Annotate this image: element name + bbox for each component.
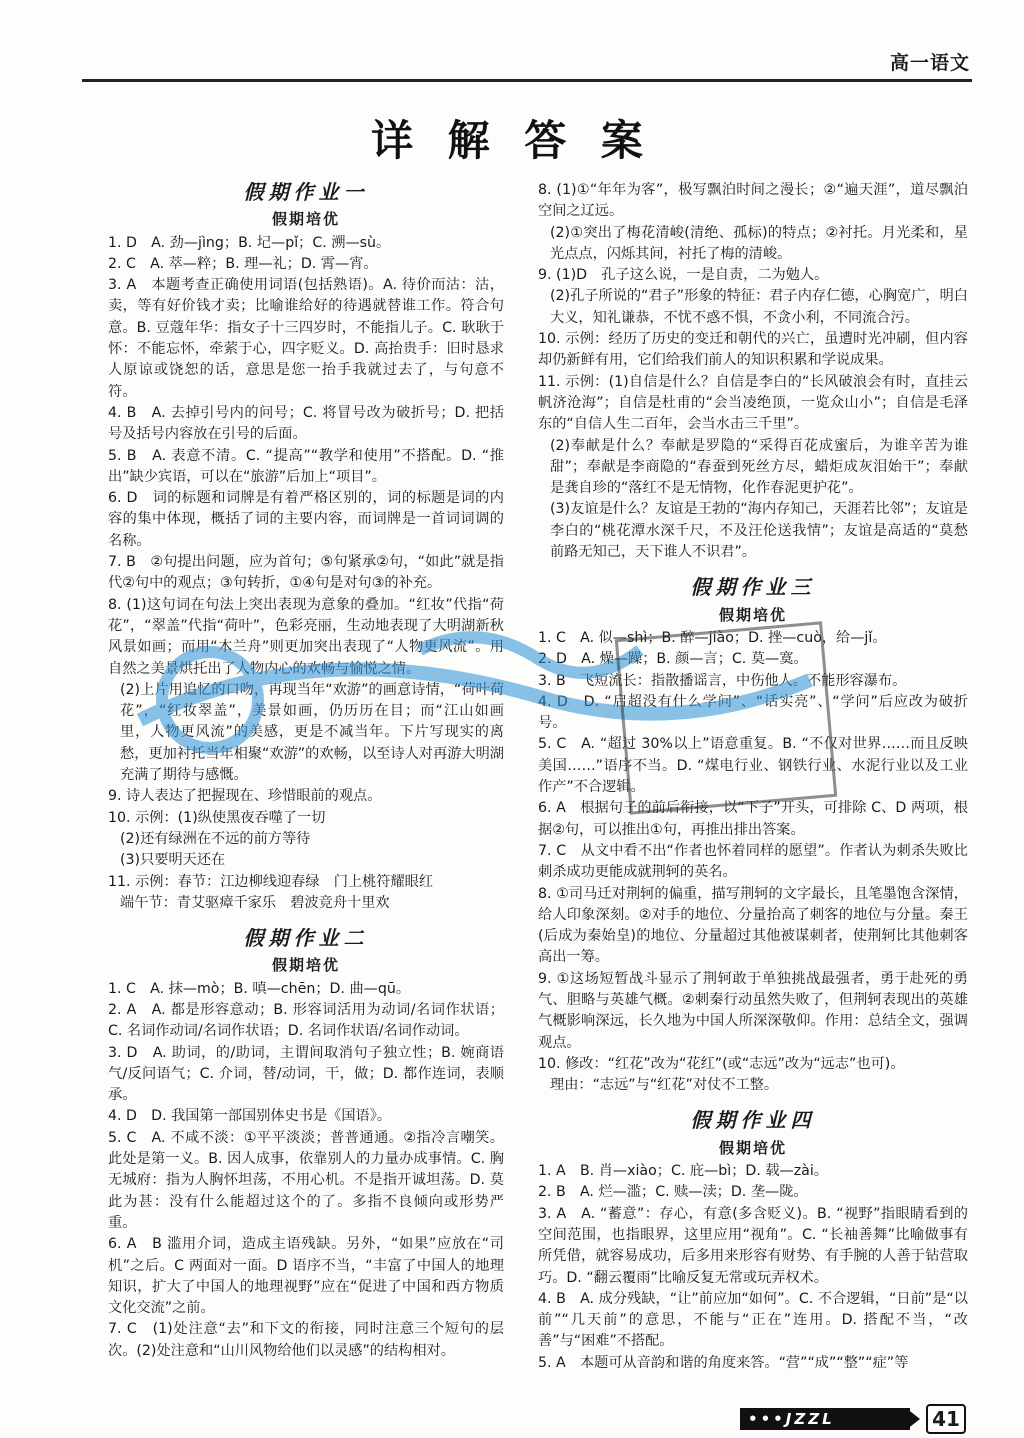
answer-item: 8. (1)①“年年为客”，极写飘泊时间之漫长；②“遍天涯”，道尽飘泊空间之辽远。 [538, 182, 968, 220]
answer-item: 3. B 飞短流长：指散播谣言，中伤他人。不能形容瀑布。 [538, 672, 907, 689]
answer-item: 9. ①这场短暂战斗显示了荆轲敢于单独挑战最强者，勇于赴死的勇气、胆略与英雄气概。②刺秦行动虽然失败了，但荆轲表现出的英雄气概影响深远，长久地为中国人所深深敬仰。作用：总结全文，强调观点。 [538, 970, 968, 1051]
answer-item: 1. C A. 似—shì；B. 醉—jiào；D. 挫—cuò，给—jǐ。 [538, 629, 887, 646]
answer-item: (3)友谊是什么？友谊是王勃的“海内存知己，天涯若比邻”；友谊是李白的“桃花潭水深千尺，不及汪伦送我情”；友谊是高适的“莫愁前路无知己，天下谁人不识君”。 [550, 501, 968, 561]
answer-item: (2)还有绿洲在不远的前方等待 [120, 830, 311, 847]
answer-item: 2. A A. 都是形容意动；B. 形容词活用为动词/名词作状语；C. 名词作动词/名词作状语；D. 名词作状语/名词作动词。 [108, 1001, 504, 1040]
answer-item: 3. D A. 助词，的/助词，主谓间取消句子独立性；B. 婉商语气/反问语气；C. 介词，替/动词，干，做；D. 都作连词，表顺承。 [108, 1044, 504, 1104]
answer-item: 2. D A. 燥—躁；B. 颜—言；C. 莫—寞。 [538, 651, 808, 668]
arrow-icon [906, 1408, 920, 1430]
answer-item: 4. B A. 成分残缺，“让”前应加“如何”。C. 不合逻辑，“日前”是“以前”“几天前”的意思，不能与“正在”连用。D. 搭配不当，“改善”与“困难”不搭配。 [538, 1290, 968, 1350]
answer-item: 1. C A. 抹—mò；B. 嗔—chēn；D. 曲—qū。 [108, 980, 411, 997]
section-title: 假期作业二 [243, 926, 369, 951]
section-title: 假期作业四 [690, 1108, 816, 1133]
answer-list-2 [108, 979, 504, 1362]
answer-item: 9. 诗人表达了把握现在、珍惜眼前的观点。 [108, 788, 382, 805]
answer-item: (2)孔子所说的“君子”形象的特征：君子内存仁德，心胸宽广，明白大义，知礼谦恭，不忧不惑不惧，不贪小利，不同流合污。 [550, 288, 968, 326]
answer-list-1 [108, 233, 504, 915]
section-title: 假期作业一 [243, 180, 369, 204]
answer-item: 9. (1)D 孔子这么说，一是自责，二为勉人。 [538, 267, 829, 284]
answer-item: 5. B A. 表意不清。C. “提高”“教学和使用”不搭配。D. “推出”缺少宾语，可以在“旅游”后加上“项目”。 [108, 447, 504, 485]
answer-item: 4. D D. 我国第一部国别体史书是《国语》。 [108, 1108, 392, 1125]
subject-label: 高一语文 [889, 52, 970, 74]
answer-item: 8. ①司马迁对荆轲的偏重，描写荆轲的文字最长，且笔墨饱含深情，给人印象深刻。②对手的地位、分量抬高了刺客的地位与分量。秦王(后成为秦始皇)的地位、分量超过其他被谋刺者，使荆轲比其他刺客高出一筹。 [538, 885, 968, 966]
section-subtitle: 假期培优 [271, 956, 340, 975]
answer-item: 理由：“志远”与“红花”对仗不工整。 [550, 1077, 779, 1094]
answer-item: 11. 示例：春节：江边柳线迎春绿 门上桃符耀眼红 [108, 873, 434, 890]
left-column [108, 180, 504, 1362]
answer-item: 7. B ②句提出问题，应为首句；⑤句紧承②句，“如此”就是指代②句中的观点；③句转折，①④句是对句③的补充。 [108, 554, 504, 592]
answer-item: 6. A 根据句子的前后衔接，以“下子”开头，可排除 C、D 两项，根据②句，可以推出①句，再推出排出答案。 [538, 800, 968, 838]
answer-list-1-continued [538, 180, 968, 563]
answer-item: 10. 示例：(1)纵使黑夜吞噬了一切 [108, 809, 326, 826]
page-header [82, 42, 972, 82]
answer-item: 6. D 词的标题和词牌是有着严格区别的，词的标题是词的内容的集中体现，概括了词的主要内容，而词牌是一首词词调的名称。 [108, 490, 504, 549]
answer-item: 6. A B 滥用介词，造成主语残缺。另外，“如果”应放在“司机”之后。C 两面对一面。D 语序不当，“丰富了中国人的地理知识，扩大了中国人的地理视野”应在“促进了中国和西方物质文化交流”之前。 [108, 1236, 504, 1317]
answer-item: 2. B A. 烂—滥；C. 赎—渎；D. 垄—陇。 [538, 1184, 808, 1201]
answer-item: 5. C A. 不咸不淡：①平平淡淡；普普通通。②指冷言嘲笑。此处是第一义。B. 因人成事，依靠别人的力量办成事情。C. 胸无城府：指为人胸怀坦荡，不用心机。不是指开诚坦荡。D. 莫此为甚：没有什么能超过这个的了。多指不良倾向或形势严重。 [108, 1129, 504, 1231]
answer-item: 11. 示例：(1)自信是什么？自信是李白的“长风破浪会有时，直挂云帆济沧海”；自信是杜甫的“会当凌绝顶，一览众山小”；自信是毛泽东的“自信人生二百年，会当水击三千里”。 [538, 373, 968, 433]
answer-item: 7. C (1)处注意“去”和下文的衔接，同时注意三个短句的层次。(2)处注意和“山川风物给他们以灵感”的结构相对。 [108, 1321, 504, 1359]
answer-item: 端午节：青艾驱瘴千家乐 碧波竞舟十里欢 [120, 894, 390, 911]
answer-item: 1. D A. 劲—jìng；B. 圮—pǐ；C. 溯—sù。 [108, 234, 391, 251]
answer-item: 1. A B. 肖—xiào；C. 庇—bì；D. 载—zài。 [538, 1163, 828, 1180]
answer-item: 10. 修改：“红花”改为“花红”(或“志远”改为“远志”也可)。 [538, 1055, 905, 1072]
page-number: 41 [926, 1404, 966, 1434]
page-footer [740, 1400, 970, 1434]
answer-item: 8. (1)这句词在句法上突出表现为意象的叠加。“红妆”代指“荷花”，“翠盖”代指“荷叶”，色彩亮丽，生动地表现了大明湖新秋风景如画；而用“木兰舟”则更加突出表现了“人物更风流”。用自然之美景烘托出了人物内心的欢畅与愉悦之情。 [108, 596, 504, 677]
right-column [538, 180, 968, 1374]
page-title: 详 解 答 案 [371, 116, 653, 165]
section-title: 假期作业三 [690, 575, 816, 600]
answer-item: 3. A A. “蓄意”：存心，有意(多含贬义)。B. “视野”指眼睛看到的空间范围，也指眼界，这里应用“视角”。C. “长袖善舞”比喻做事有所凭借，就容易成功，后多用来形容有财势、有手腕的人善于钻营取巧。D. “翻云覆雨”比喻反复无常或玩弄权术。 [538, 1205, 968, 1286]
section-subtitle: 假期培优 [718, 1138, 787, 1157]
answer-list-4 [538, 1161, 968, 1374]
answer-item: 10. 示例：经历了历史的变迁和朝代的兴亡，虽遭时光冲刷，但内容却仍新鲜有用，它们给我们前人的知识积累和学说成果。 [538, 331, 968, 369]
answer-item: (2)①突出了梅花清峻(清绝、孤标)的特点；②衬托。月光柔和，星光点点，闪烁其间，衬托了梅的清峻。 [550, 224, 968, 262]
answer-item: 4. B A. 去掉引号内的问号；C. 将冒号改为破折号；D. 把括号及括号内容放在引号的后面。 [108, 404, 504, 443]
answer-item: 2. C A. 萃—粹；B. 理—礼；D. 霄—宵。 [108, 255, 378, 272]
answer-item: (3)只要明天还在 [120, 852, 226, 869]
brand-label: •••JZZL [740, 1408, 910, 1430]
answer-item: 4. D D. “启超没有什么学问”、“话实亮”、“学问”后应改为破折号。 [538, 693, 968, 732]
answer-item: (2)上片用追忆的口吻，再现当年“欢游”的画意诗情，“荷叶荷花”，“红妆翠盖”，美景如画，仍历历在目；而“江山如画里，人物更风流”的美感，更是不减当年。下片写现实的离愁，更加衬托当年相聚“欢游”的欢畅，以至诗人对再游大明湖充满了期待与感慨。 [120, 681, 504, 784]
section-subtitle: 假期培优 [718, 605, 787, 624]
section-subtitle: 假期培优 [271, 210, 340, 229]
answer-item: (2)奉献是什么？奉献是罗隐的“采得百花成蜜后，为谁辛苦为谁甜”；奉献是李商隐的“春蚕到死丝方尽，蜡炬成灰泪始干”；奉献是龚自珍的“落红不是无情物，化作春泥更护花”。 [550, 437, 968, 497]
answer-item: 5. C A. “超过 30%以上”语意重复。B. “不仅对世界……而且反映美国……”语序不当。D. “煤电行业、钢铁行业、水泥行业以及工业作产”不合逻辑。 [538, 736, 968, 796]
answer-list-3 [538, 628, 968, 1097]
answer-item: 3. A 本题考查正确使用词语(包括熟语)。A. 待价而沽：沽，卖，等有好价钱才卖；比喻谁给好的待遇就替谁工作。符合句意。B. 豆蔻年华：指女子十三四岁时，不能指儿子。C. 耿耿于怀：不能忘怀，牵萦于心，四字贬义。D. 高抬贵手：旧时恳求人原谅或饶恕的话，意思是您一抬手我就过去了，与句意不符。 [108, 277, 504, 400]
answer-item: 5. A 本题可从音韵和谐的角度来答。“营”“成”“整”“症”等 [538, 1354, 909, 1371]
answer-item: 7. C 从文中看不出“作者也怀着同样的愿望”。作者认为刺杀失败比刺杀成功更能成就荆轲的英名。 [538, 842, 968, 881]
